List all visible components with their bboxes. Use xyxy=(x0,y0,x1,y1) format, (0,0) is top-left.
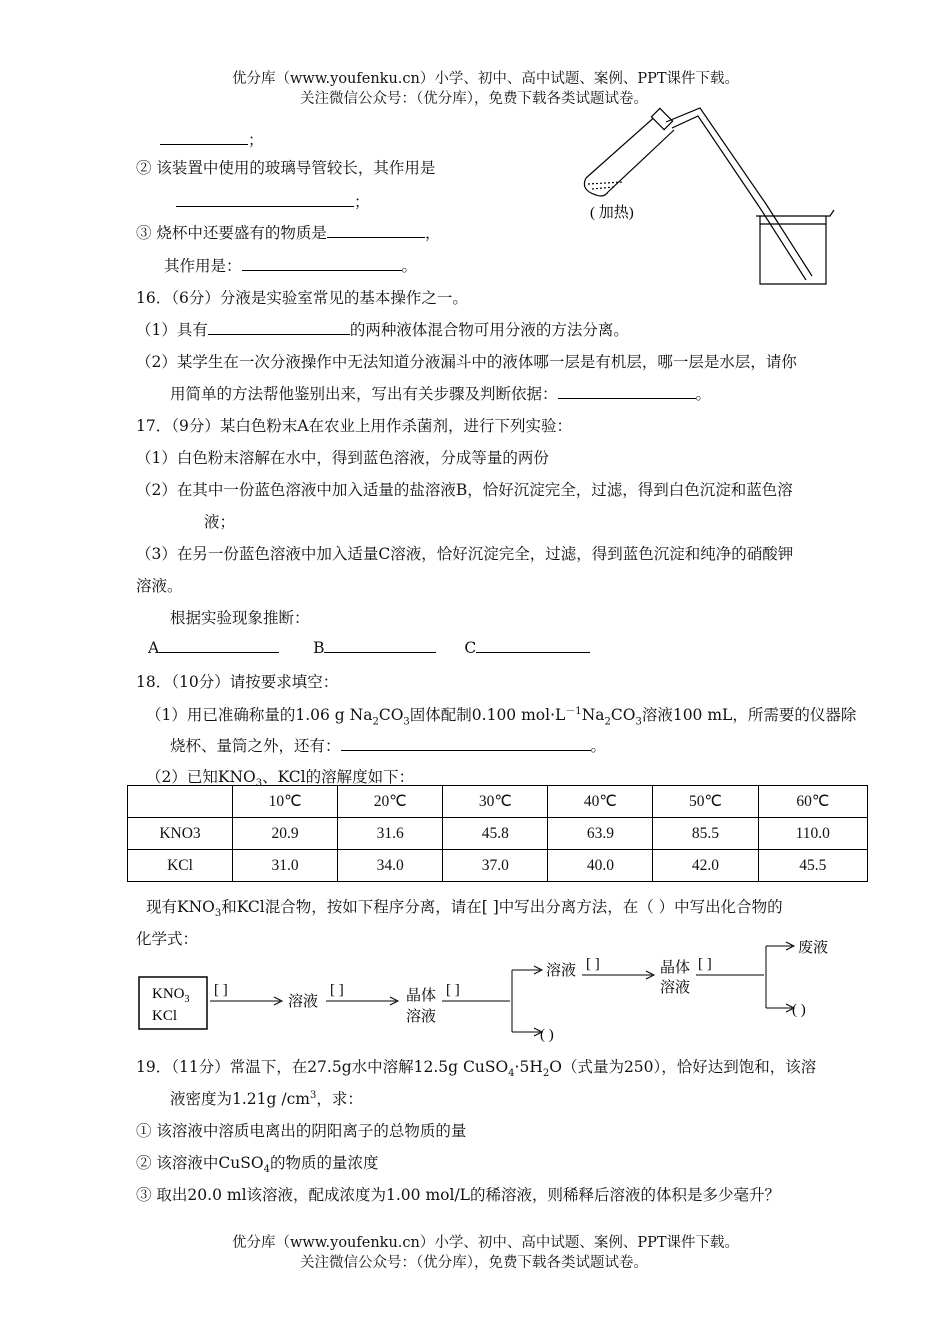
method-bracket-5[interactable]: [ ] xyxy=(698,956,712,972)
answer-blank[interactable] xyxy=(341,736,591,751)
q16-title: 16．（6分）分液是实验室常见的基本操作之一。 xyxy=(136,289,468,307)
q17-label-a: A xyxy=(148,639,160,657)
footer-line-2: 关注微信公众号：（优分库），免费下载各类试题试卷。 xyxy=(300,1255,648,1271)
answer-blank[interactable] xyxy=(558,384,696,399)
node-solution-2: 溶液 xyxy=(406,1009,437,1025)
table-cell: 40.0 xyxy=(548,850,653,882)
q18-p1: （1）用已准确称量的1.06 g $Na_2CO_3$固体配制0.100 $mol\cdot L^{-1}Na_2CO_3$溶液100 mL，所需要的仪器除 xyxy=(146,706,857,728)
table-header-cell: 50℃ xyxy=(653,786,758,818)
q15-item3-text: ③ 烧杯中还要盛有的物质是 xyxy=(136,224,327,242)
figure-label: ( 加热) xyxy=(590,205,634,221)
table-header-cell: 20℃ xyxy=(338,786,443,818)
table-cell: 110.0 xyxy=(758,818,867,850)
method-bracket-1[interactable]: [ ] xyxy=(214,982,228,998)
table-cell: 85.5 xyxy=(653,818,758,850)
q15-item3-use-tail: 。 xyxy=(401,257,418,275)
q16-p2-a: （2）某学生在一次分液操作中无法知道分液漏斗中的液体哪一层是有机层，哪一层是水层，请你 xyxy=(136,353,797,371)
q16-p2-b-text: 用简单的方法帮他鉴别出来，写出有关步骤及判断依据： xyxy=(170,385,558,403)
answer-blank[interactable] xyxy=(327,223,425,238)
header-line-2: 关注微信公众号：（优分库），免费下载各类试题试卷。 xyxy=(300,91,648,107)
q18-title: 18．（10分）请按要求填空： xyxy=(136,673,339,691)
q18-p1-cont xyxy=(170,734,606,756)
answer-blank-b[interactable] xyxy=(324,638,436,653)
q17-p2-a: （2）在其中一份蓝色溶液中加入适量的盐溶液B，恰好沉淀完全，过滤，得到白色沉淀和蓝色溶 xyxy=(136,481,793,499)
answer-paren-2[interactable]: ( ) xyxy=(792,1002,806,1018)
q15-item3-tail: ， xyxy=(424,224,441,242)
node-solution-3: 溶液 xyxy=(546,963,577,979)
q16-p1 xyxy=(136,318,629,340)
header-line-1: 优分库（www.youfenku.cn）小学、初中、高中试题、案例、PPT课件下载。 xyxy=(232,71,740,87)
q18-p1-tail: 。 xyxy=(590,737,607,755)
q15-tail-line xyxy=(160,128,264,150)
table-header-row xyxy=(128,786,868,818)
q19-title-cont: 液密度为1.21g $/cm^3$，求： xyxy=(170,1089,363,1108)
q16-p1-a: （1）具有 xyxy=(136,321,208,339)
apparatus-figure xyxy=(578,104,840,290)
q19-q3: ③ 取出20.0 ml该溶液，配成浓度为1.00 mol/L的稀溶液，则稀释后溶液的体积是多少毫升？ xyxy=(136,1186,780,1204)
q17-p1: （1）白色粉末溶解在水中，得到蓝色溶液，分成等量的两份 xyxy=(136,449,549,467)
footer-line-1: 优分库（www.youfenku.cn）小学、初中、高中试题、案例、PPT课件下载。 xyxy=(232,1235,740,1251)
method-bracket-2[interactable]: [ ] xyxy=(330,982,344,998)
table-header-cell: 30℃ xyxy=(443,786,548,818)
node-crystal-2: 晶体 xyxy=(660,960,691,976)
q15-tail: ； xyxy=(248,131,264,149)
method-bracket-3[interactable]: [ ] xyxy=(446,982,460,998)
test-tube-icon xyxy=(584,108,674,196)
table-cell: 42.0 xyxy=(653,850,758,882)
answer-blank[interactable] xyxy=(208,320,350,335)
q17-title: 17．（9分）某白色粉末A在农业上用作杀菌剂，进行下列实验： xyxy=(136,417,573,435)
q15-item2-answer xyxy=(176,190,370,212)
delivery-tube-icon xyxy=(666,108,812,280)
answer-paren-1[interactable]: ( ) xyxy=(540,1027,554,1043)
table-cell: 31.0 xyxy=(233,850,338,882)
table-cell: 45.8 xyxy=(443,818,548,850)
table-cell: 31.6 xyxy=(338,818,443,850)
q17-answers xyxy=(148,638,590,657)
q15-item2-tail: ； xyxy=(354,193,370,211)
node-crystal-1: 晶体 xyxy=(406,988,437,1004)
table-row xyxy=(128,850,868,882)
q16-p1-b: 的两种液体混合物可用分液的方法分离。 xyxy=(349,321,629,339)
q15-item3-use xyxy=(164,254,417,276)
q15-item3 xyxy=(136,221,440,243)
q17-p3-b: 溶液。 xyxy=(136,577,183,595)
box-kno3: $KNO_3$ xyxy=(152,986,190,1005)
q17-p3-a: （3）在另一份蓝色溶液中加入适量C溶液，恰好沉淀完全，过滤，得到蓝色沉淀和纯净的硝酸钾 xyxy=(136,545,794,563)
q18-p1-g: 烧杯、量筒之外，还有： xyxy=(170,737,341,755)
answer-blank-c[interactable] xyxy=(476,638,590,653)
q19-q1: ① 该溶液中溶质电离出的阴阳离子的总物质的量 xyxy=(136,1122,467,1140)
method-bracket-4[interactable]: [ ] xyxy=(586,956,600,972)
table-row xyxy=(128,818,868,850)
q17-p2-b: 液； xyxy=(204,513,236,531)
q15-item2: ② 该装置中使用的玻璃导管较长，其作用是 xyxy=(136,159,436,177)
solubility-table xyxy=(127,785,868,882)
separation-flow-diagram xyxy=(130,940,850,1050)
q17-label-b: B xyxy=(313,639,325,657)
q17-infer: 根据实验现象推断： xyxy=(170,609,310,627)
table-cell: 37.0 xyxy=(443,850,548,882)
answer-blank-a[interactable] xyxy=(159,638,279,653)
q18-p3-cont: 化学式： xyxy=(136,930,199,948)
table-header-cell: 60℃ xyxy=(758,786,867,818)
table-cell: 45.5 xyxy=(758,850,867,882)
answer-blank[interactable] xyxy=(160,130,248,145)
table-cell: 20.9 xyxy=(233,818,338,850)
q17-label-c: C xyxy=(464,639,477,657)
node-waste: 废液 xyxy=(798,940,829,956)
table-cell: KCl xyxy=(128,850,233,882)
q16-p2-tail: 。 xyxy=(695,385,712,403)
q19-q2: ② 该溶液中CuSO$_4$的物质的量浓度 xyxy=(136,1154,379,1176)
table-header-cell xyxy=(128,786,233,818)
table-cell: KNO3 xyxy=(128,818,233,850)
node-solution-1: 溶液 xyxy=(288,994,319,1010)
table-cell: 63.9 xyxy=(548,818,653,850)
node-solution-4: 溶液 xyxy=(660,980,691,996)
table-header-cell: 40℃ xyxy=(548,786,653,818)
q15-item3-use-label: 其作用是： xyxy=(164,257,242,275)
q18-p3: 现有$KNO_3$和KCl混合物，按如下程序分离，请在[ ]中写出分离方法，在（ ）中写出化合物的 xyxy=(146,898,783,920)
box-kcl: KCl xyxy=(152,1008,178,1024)
answer-blank[interactable] xyxy=(176,192,354,207)
q18-p2: （2）已知$KNO_3$、KCl的溶解度如下： xyxy=(146,768,415,790)
table-header-cell: 10℃ xyxy=(233,786,338,818)
q19-title: 19．（11分）常温下，在27.5g水中溶解12.5g $CuSO_4\cdot 5H_2O$（式量为250），恰好达到饱和，该溶 xyxy=(136,1058,817,1080)
answer-blank[interactable] xyxy=(242,256,402,271)
q16-p2-b xyxy=(170,382,711,404)
table-cell: 34.0 xyxy=(338,850,443,882)
